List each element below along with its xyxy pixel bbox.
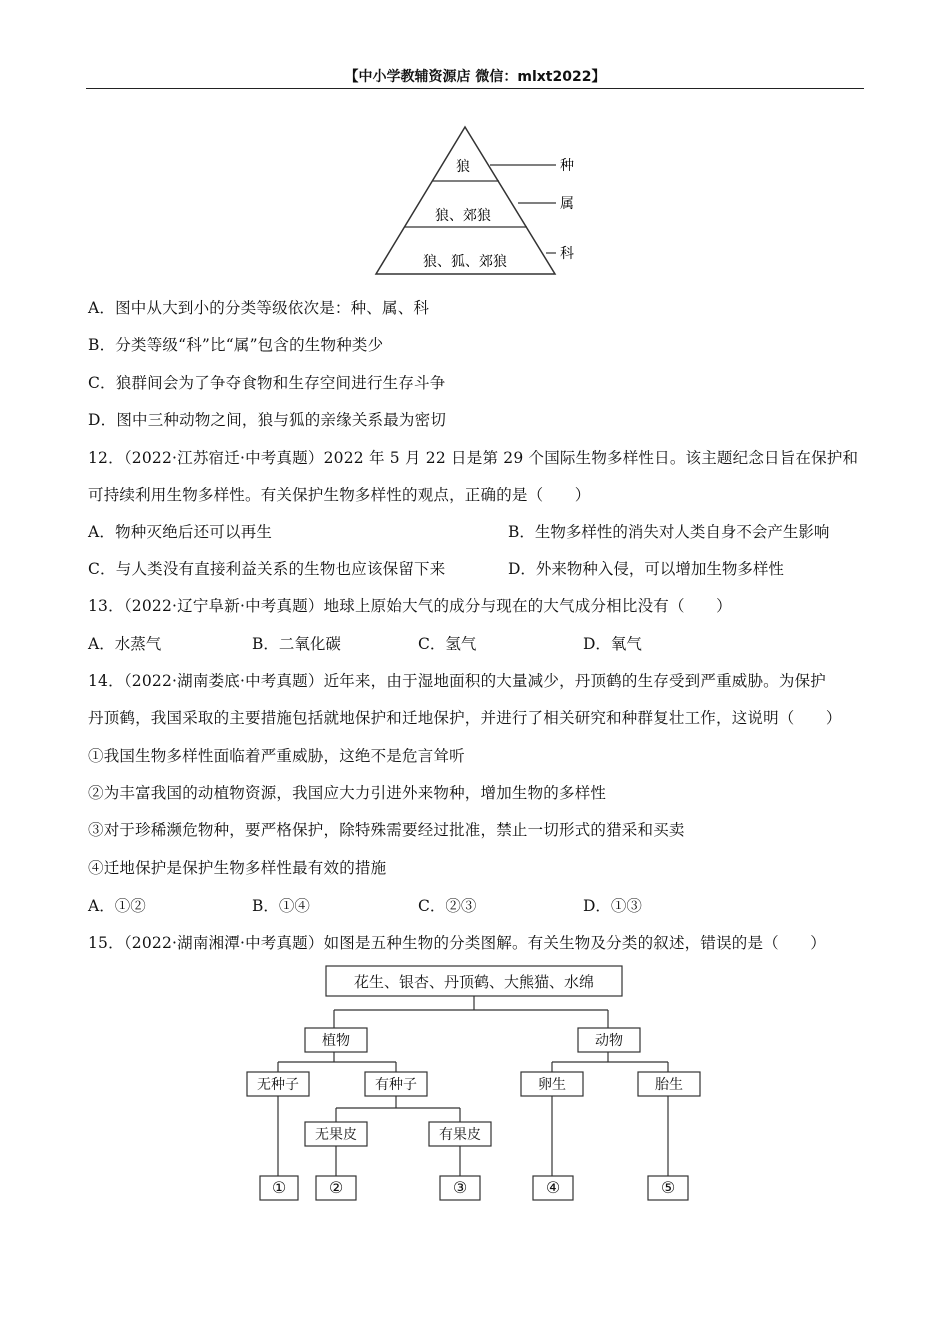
q13-option-a: A．水蒸气	[88, 635, 162, 653]
q13-option-c: C．氢气	[418, 635, 477, 653]
page-header: 【中小学教辅资源店 微信：mlxt2022】	[344, 69, 606, 85]
tree-root-label: 花生、银杏、丹顶鹤、大熊猫、水绵	[353, 973, 595, 991]
tree-seed-label: 有种子	[375, 1077, 417, 1093]
tree-oviparous-label: 卵生	[538, 1077, 566, 1093]
tree-viviparous-label: 胎生	[655, 1077, 683, 1093]
q12-option-c: C．与人类没有直接利益关系的生物也应该保留下来	[88, 560, 446, 578]
q14-option-b: B．①④	[252, 897, 310, 915]
q13-option-d: D．氧气	[583, 635, 642, 653]
q14-stem-line1: 14．（2022·湖南娄底·中考真题）近年来，由于湿地面积的大量减少，丹顶鹤的生存受到严重威胁。为保护	[88, 672, 826, 690]
pyramid-level-species: 狼	[456, 159, 470, 175]
tree-leaf-3: ③	[452, 1178, 468, 1197]
q12-option-a: A．物种灭绝后还可以再生	[88, 523, 273, 541]
q12-option-d: D．外来物种入侵，可以增加生物多样性	[508, 560, 784, 578]
tree-leaf-4: ④	[545, 1178, 561, 1197]
q15-stem: 15．（2022·湖南湘潭·中考真题）如图是五种生物的分类图解。有关生物及分类的叙述，错误的是（ ）	[88, 934, 826, 952]
q14-option-c: C．②③	[418, 897, 477, 915]
q11-option-d: D．图中三种动物之间，狼与狐的亲缘关系最为密切	[88, 411, 447, 429]
q14-statement-4: ④迁地保护是保护生物多样性最有效的措施	[88, 859, 387, 877]
tree-leaf-1: ①	[271, 1178, 287, 1197]
q12-option-b: B．生物多样性的消失对人类自身不会产生影响	[508, 523, 830, 541]
rank-label-family: 科	[560, 246, 574, 262]
q11-option-c: C．狼群间会为了争夺食物和生存空间进行生存斗争	[88, 374, 446, 392]
rank-label-species: 种	[560, 158, 574, 174]
rank-label-genus: 属	[560, 196, 574, 212]
tree-no-peel-label: 无果皮	[315, 1127, 357, 1143]
q14-statement-1: ①我国生物多样性面临着严重威胁，这绝不是危言耸听	[88, 747, 465, 765]
tree-leaf-2: ②	[328, 1178, 344, 1197]
q14-statement-2: ②为丰富我国的动植物资源，我国应大力引进外来物种，增加生物的多样性	[88, 784, 607, 802]
q13-stem: 13．（2022·辽宁阜新·中考真题）地球上原始大气的成分与现在的大气成分相比没有（ ）	[88, 597, 732, 615]
q14-option-d: D．①③	[583, 897, 642, 915]
tree-leaf-5: ⑤	[660, 1178, 676, 1197]
q11-option-b: B．分类等级“科”比“属”包含的生物种类少	[88, 336, 384, 354]
pyramid-level-family: 狼、狐、郊狼	[423, 254, 507, 270]
q14-stem-line2: 丹顶鹤，我国采取的主要措施包括就地保护和迁地保护，并进行了相关研究和种群复壮工作，这说明（ ）	[88, 709, 842, 727]
pyramid-level-genus: 狼、郊狼	[435, 208, 491, 224]
tree-plant-label: 植物	[322, 1033, 350, 1049]
q13-option-b: B．二氧化碳	[252, 635, 341, 653]
tree-no-seed-label: 无种子	[257, 1077, 299, 1093]
tree-peel-label: 有果皮	[439, 1127, 481, 1143]
tree-animal-label: 动物	[595, 1033, 623, 1049]
q14-option-a: A．①②	[88, 897, 146, 915]
q12-stem-line1: 12．（2022·江苏宿迁·中考真题）2022 年 5 月 22 日是第 29 个国际生物多样性日。该主题纪念日旨在保护和	[88, 449, 859, 467]
q11-option-a: A．图中从大到小的分类等级依次是：种、属、科	[88, 299, 430, 317]
q14-statement-3: ③对于珍稀濒危物种，要严格保护，除特殊需要经过批准，禁止一切形式的猎采和买卖	[88, 821, 685, 839]
q12-stem-line2: 可持续利用生物多样性。有关保护生物多样性的观点，正确的是（ ）	[88, 486, 591, 504]
